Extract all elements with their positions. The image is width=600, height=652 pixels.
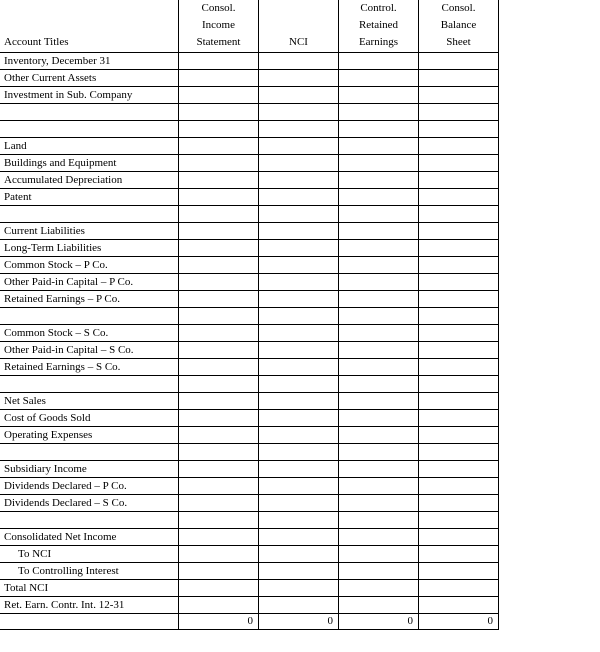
table-row — [0, 53, 499, 70]
table-row — [0, 189, 499, 206]
header-income-statement-line: Consol. — [201, 2, 236, 14]
header-nci: NCI — [259, 0, 339, 53]
income-statement-cell[interactable] — [179, 291, 259, 308]
header-balance-sheet-line: Consol. — [441, 2, 476, 14]
income-statement-cell[interactable] — [179, 274, 259, 291]
balance-sheet-cell[interactable] — [419, 172, 499, 189]
nci-cell[interactable] — [259, 359, 339, 376]
retained-earnings-cell[interactable] — [339, 87, 419, 104]
table-row — [0, 70, 499, 87]
table-row — [0, 359, 499, 376]
account-title-cell: Patent — [0, 189, 179, 206]
retained-earnings-cell[interactable] — [339, 189, 419, 206]
nci-cell[interactable] — [259, 155, 339, 172]
retained-earnings-cell[interactable] — [339, 444, 419, 461]
account-title-cell — [0, 308, 179, 325]
account-title-cell: Buildings and Equipment — [0, 155, 179, 172]
account-title-cell: Other Paid-in Capital – S Co. — [0, 342, 179, 359]
balance-sheet-cell[interactable] — [419, 257, 499, 274]
retained-earnings-cell[interactable] — [339, 172, 419, 189]
balance-sheet-cell[interactable] — [419, 410, 499, 427]
table-row — [0, 546, 499, 563]
retained-earnings-total: 0 — [339, 614, 419, 630]
retained-earnings-cell[interactable] — [339, 155, 419, 172]
balance-sheet-cell[interactable] — [419, 461, 499, 478]
income-statement-cell[interactable] — [179, 410, 259, 427]
retained-earnings-cell[interactable] — [339, 138, 419, 155]
nci-cell[interactable] — [259, 172, 339, 189]
account-title-cell: Accumulated Depreciation — [0, 172, 179, 189]
income-statement-cell[interactable] — [179, 155, 259, 172]
income-statement-cell[interactable] — [179, 546, 259, 563]
income-statement-cell[interactable] — [179, 104, 259, 121]
account-title-cell: Subsidiary Income — [0, 461, 179, 478]
balance-sheet-cell[interactable] — [419, 70, 499, 87]
table-row — [0, 427, 499, 444]
table-row — [0, 87, 499, 104]
balance-sheet-cell[interactable] — [419, 274, 499, 291]
account-title-cell — [0, 104, 179, 121]
retained-earnings-cell[interactable] — [339, 240, 419, 257]
account-title-cell: Long-Term Liabilities — [0, 240, 179, 257]
retained-earnings-cell[interactable] — [339, 104, 419, 121]
balance-sheet-cell[interactable] — [419, 512, 499, 529]
balance-sheet-cell[interactable] — [419, 546, 499, 563]
account-title-cell: Consolidated Net Income — [0, 529, 179, 546]
retained-earnings-cell[interactable] — [339, 563, 419, 580]
balance-sheet-cell[interactable] — [419, 291, 499, 308]
balance-sheet-cell[interactable] — [419, 376, 499, 393]
nci-cell[interactable] — [259, 206, 339, 223]
account-title-cell: Inventory, December 31 — [0, 53, 179, 70]
account-title-cell: Total NCI — [0, 580, 179, 597]
balance-sheet-cell[interactable] — [419, 206, 499, 223]
balance-sheet-cell[interactable] — [419, 138, 499, 155]
account-title-cell — [0, 512, 179, 529]
account-title-cell: To NCI — [0, 546, 179, 563]
balance-sheet-cell[interactable] — [419, 155, 499, 172]
balance-sheet-cell[interactable] — [419, 359, 499, 376]
nci-cell[interactable] — [259, 342, 339, 359]
retained-earnings-cell[interactable] — [339, 359, 419, 376]
table-row — [0, 512, 499, 529]
retained-earnings-cell[interactable] — [339, 206, 419, 223]
retained-earnings-cell[interactable] — [339, 461, 419, 478]
header-balance-sheet-line: Sheet — [446, 36, 471, 48]
income-statement-cell[interactable] — [179, 393, 259, 410]
retained-earnings-cell[interactable] — [339, 291, 419, 308]
table-row — [0, 104, 499, 121]
balance-sheet-cell[interactable] — [419, 393, 499, 410]
balance-sheet-cell[interactable] — [419, 478, 499, 495]
income-statement-cell[interactable] — [179, 87, 259, 104]
nci-cell[interactable] — [259, 70, 339, 87]
table-row — [0, 325, 499, 342]
balance-sheet-cell[interactable] — [419, 223, 499, 240]
table-row — [0, 529, 499, 546]
income-statement-cell[interactable] — [179, 495, 259, 512]
retained-earnings-cell[interactable] — [339, 70, 419, 87]
retained-earnings-cell[interactable] — [339, 529, 419, 546]
nci-cell[interactable] — [259, 257, 339, 274]
balance-sheet-cell[interactable] — [419, 529, 499, 546]
balance-sheet-cell[interactable] — [419, 597, 499, 614]
header-account-titles: Account Titles — [0, 0, 179, 53]
nci-cell[interactable] — [259, 121, 339, 138]
balance-sheet-cell[interactable] — [419, 444, 499, 461]
nci-cell[interactable] — [259, 529, 339, 546]
table-row — [0, 342, 499, 359]
nci-cell[interactable] — [259, 495, 339, 512]
totals-label-cell — [0, 614, 179, 630]
table-row — [0, 138, 499, 155]
table-row — [0, 308, 499, 325]
account-title-cell: Operating Expenses — [0, 427, 179, 444]
retained-earnings-cell[interactable] — [339, 478, 419, 495]
retained-earnings-cell[interactable] — [339, 53, 419, 70]
retained-earnings-cell[interactable] — [339, 546, 419, 563]
table-row — [0, 121, 499, 138]
nci-cell[interactable] — [259, 427, 339, 444]
income-statement-cell[interactable] — [179, 478, 259, 495]
table-row — [0, 495, 499, 512]
table-row — [0, 444, 499, 461]
account-title-cell — [0, 206, 179, 223]
income-statement-cell[interactable] — [179, 376, 259, 393]
balance-sheet-cell[interactable] — [419, 325, 499, 342]
retained-earnings-cell[interactable] — [339, 274, 419, 291]
table-row — [0, 240, 499, 257]
income-statement-cell[interactable] — [179, 563, 259, 580]
nci-total: 0 — [259, 614, 339, 630]
nci-cell[interactable] — [259, 325, 339, 342]
income-statement-total: 0 — [179, 614, 259, 630]
retained-earnings-cell[interactable] — [339, 376, 419, 393]
nci-cell[interactable] — [259, 104, 339, 121]
header-income-statement-line: Statement — [196, 36, 241, 48]
income-statement-cell[interactable] — [179, 427, 259, 444]
table-row — [0, 410, 499, 427]
income-statement-cell[interactable] — [179, 461, 259, 478]
retained-earnings-cell[interactable] — [339, 325, 419, 342]
retained-earnings-cell[interactable] — [339, 597, 419, 614]
nci-cell[interactable] — [259, 291, 339, 308]
account-title-cell: Common Stock – P Co. — [0, 257, 179, 274]
income-statement-cell[interactable] — [179, 512, 259, 529]
balance-sheet-cell[interactable] — [419, 104, 499, 121]
account-title-cell: Retained Earnings – P Co. — [0, 291, 179, 308]
income-statement-cell[interactable] — [179, 342, 259, 359]
retained-earnings-cell[interactable] — [339, 308, 419, 325]
balance-sheet-cell[interactable] — [419, 240, 499, 257]
account-title-cell: Investment in Sub. Company — [0, 87, 179, 104]
income-statement-cell[interactable] — [179, 325, 259, 342]
account-title-cell: Retained Earnings – S Co. — [0, 359, 179, 376]
account-title-cell: Dividends Declared – P Co. — [0, 478, 179, 495]
header-retained-earnings-line: Retained — [358, 19, 399, 31]
nci-cell[interactable] — [259, 189, 339, 206]
nci-cell[interactable] — [259, 223, 339, 240]
table-row — [0, 274, 499, 291]
income-statement-cell[interactable] — [179, 121, 259, 138]
nci-cell[interactable] — [259, 597, 339, 614]
nci-cell[interactable] — [259, 138, 339, 155]
table-row — [0, 257, 499, 274]
table-row — [0, 376, 499, 393]
retained-earnings-cell[interactable] — [339, 580, 419, 597]
table-row — [0, 597, 499, 614]
income-statement-cell[interactable] — [179, 529, 259, 546]
table-row — [0, 172, 499, 189]
account-title-cell: Land — [0, 138, 179, 155]
retained-earnings-cell[interactable] — [339, 342, 419, 359]
income-statement-cell[interactable] — [179, 308, 259, 325]
balance-sheet-cell[interactable] — [419, 189, 499, 206]
retained-earnings-cell[interactable] — [339, 427, 419, 444]
income-statement-cell[interactable] — [179, 138, 259, 155]
table-row — [0, 563, 499, 580]
account-title-cell — [0, 121, 179, 138]
header-income-statement-line: Income — [202, 19, 235, 31]
account-title-cell: Other Paid-in Capital – P Co. — [0, 274, 179, 291]
nci-cell[interactable] — [259, 87, 339, 104]
income-statement-cell[interactable] — [179, 206, 259, 223]
account-title-cell: To Controlling Interest — [0, 563, 179, 580]
account-title-cell: Cost of Goods Sold — [0, 410, 179, 427]
retained-earnings-cell[interactable] — [339, 495, 419, 512]
nci-cell[interactable] — [259, 512, 339, 529]
table-row — [0, 223, 499, 240]
totals-row — [0, 614, 499, 630]
retained-earnings-cell[interactable] — [339, 223, 419, 240]
balance-sheet-cell[interactable] — [419, 580, 499, 597]
table-row — [0, 291, 499, 308]
header-income-statement — [179, 0, 259, 53]
header-balance-sheet-line: Balance — [440, 19, 477, 31]
nci-cell[interactable] — [259, 308, 339, 325]
account-title-cell: Ret. Earn. Contr. Int. 12-31 — [0, 597, 179, 614]
income-statement-cell[interactable] — [179, 257, 259, 274]
retained-earnings-cell[interactable] — [339, 410, 419, 427]
income-statement-cell[interactable] — [179, 580, 259, 597]
nci-cell[interactable] — [259, 563, 339, 580]
balance-sheet-cell[interactable] — [419, 121, 499, 138]
header-retained-earnings — [339, 0, 419, 53]
table-row — [0, 393, 499, 410]
balance-sheet-cell[interactable] — [419, 495, 499, 512]
balance-sheet-cell[interactable] — [419, 53, 499, 70]
table-row — [0, 155, 499, 172]
balance-sheet-cell[interactable] — [419, 427, 499, 444]
income-statement-cell[interactable] — [179, 172, 259, 189]
nci-cell[interactable] — [259, 274, 339, 291]
balance-sheet-cell[interactable] — [419, 563, 499, 580]
nci-cell[interactable] — [259, 393, 339, 410]
retained-earnings-cell[interactable] — [339, 121, 419, 138]
header-retained-earnings-line: Earnings — [358, 36, 399, 48]
nci-cell[interactable] — [259, 240, 339, 257]
account-title-cell: Common Stock – S Co. — [0, 325, 179, 342]
income-statement-cell[interactable] — [179, 189, 259, 206]
income-statement-cell[interactable] — [179, 444, 259, 461]
table-row — [0, 580, 499, 597]
balance-sheet-cell[interactable] — [419, 308, 499, 325]
header-retained-earnings-line: Control. — [360, 2, 397, 14]
retained-earnings-cell[interactable] — [339, 393, 419, 410]
income-statement-cell[interactable] — [179, 53, 259, 70]
nci-cell[interactable] — [259, 444, 339, 461]
account-title-cell: Current Liabilities — [0, 223, 179, 240]
table-row — [0, 461, 499, 478]
header-balance-sheet — [419, 0, 499, 53]
retained-earnings-cell[interactable] — [339, 257, 419, 274]
retained-earnings-cell[interactable] — [339, 512, 419, 529]
income-statement-cell[interactable] — [179, 359, 259, 376]
nci-cell[interactable] — [259, 461, 339, 478]
account-title-cell: Net Sales — [0, 393, 179, 410]
table-row — [0, 206, 499, 223]
table-row — [0, 478, 499, 495]
nci-cell[interactable] — [259, 376, 339, 393]
account-title-cell — [0, 444, 179, 461]
account-title-cell: Dividends Declared – S Co. — [0, 495, 179, 512]
income-statement-cell[interactable] — [179, 597, 259, 614]
balance-sheet-total: 0 — [419, 614, 499, 630]
nci-cell[interactable] — [259, 478, 339, 495]
balance-sheet-cell[interactable] — [419, 87, 499, 104]
header-row — [0, 0, 499, 53]
balance-sheet-cell[interactable] — [419, 342, 499, 359]
income-statement-cell[interactable] — [179, 240, 259, 257]
account-title-cell — [0, 376, 179, 393]
nci-cell[interactable] — [259, 546, 339, 563]
nci-cell[interactable] — [259, 580, 339, 597]
income-statement-cell[interactable] — [179, 70, 259, 87]
account-title-cell: Other Current Assets — [0, 70, 179, 87]
nci-cell[interactable] — [259, 410, 339, 427]
nci-cell[interactable] — [259, 53, 339, 70]
income-statement-cell[interactable] — [179, 223, 259, 240]
